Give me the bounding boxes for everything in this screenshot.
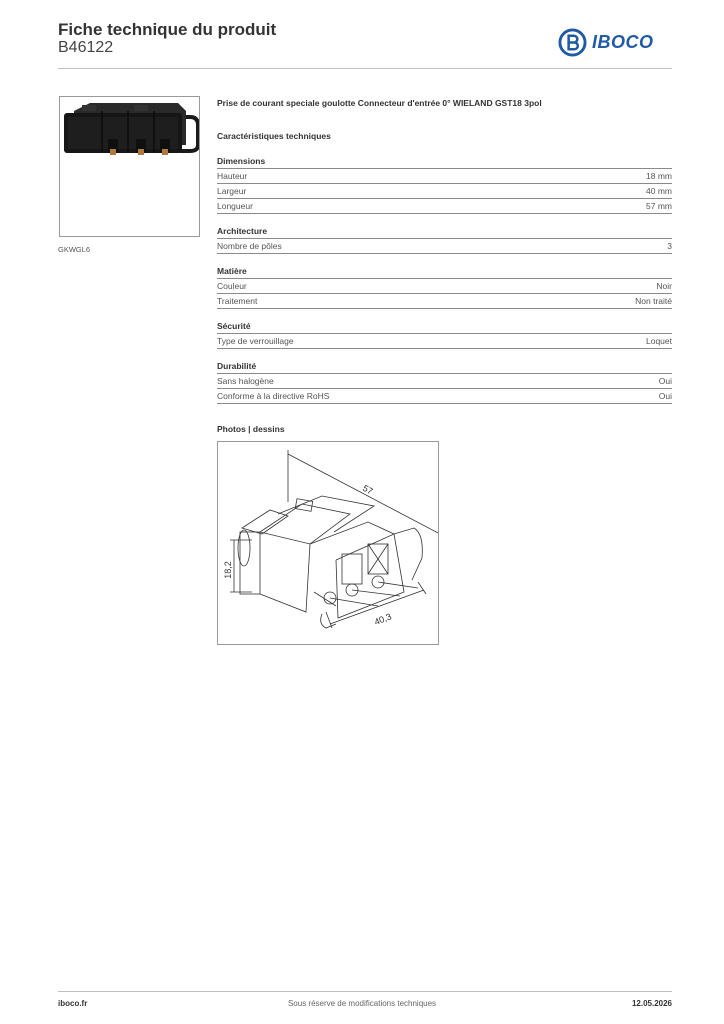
- spec-value: Oui: [658, 391, 672, 401]
- spec-label: Traitement: [217, 296, 258, 306]
- spec-value: 40 mm: [646, 186, 672, 196]
- spec-label: Largeur: [217, 186, 247, 196]
- footer-notice: Sous réserve de modifications techniques: [287, 999, 437, 1008]
- spec-label: Sans halogène: [217, 376, 274, 386]
- spec-row: [217, 169, 672, 184]
- spec-content: [217, 96, 672, 645]
- connector-drawing-image: [218, 442, 438, 644]
- section-dimensions: [217, 155, 672, 214]
- spec-value: Oui: [658, 376, 672, 386]
- brand-logo: [558, 28, 654, 57]
- photo-caption: GKWGL6: [58, 245, 91, 254]
- spec-value: 57 mm: [646, 201, 672, 211]
- footer-divider: [58, 991, 672, 992]
- page-title: Fiche technique du produit: [58, 20, 277, 39]
- section-title: Matière: [217, 265, 672, 279]
- spec-value: Noir: [656, 281, 672, 291]
- product-photo: [59, 96, 200, 237]
- connector-photo-image: [60, 97, 199, 236]
- footer-date: 12.05.2026: [631, 999, 672, 1008]
- characteristics-title: Caractéristiques techniques: [217, 131, 331, 141]
- spec-value: Non traité: [635, 296, 672, 306]
- product-description: Prise de courant speciale goulotte Connecteur d'entrée 0° WIELAND GST18 3pol: [217, 98, 542, 108]
- spec-row: [217, 389, 672, 404]
- section-material: [217, 265, 672, 309]
- spec-label: Conforme à la directive RoHS: [217, 391, 330, 401]
- section-architecture: [217, 225, 672, 254]
- section-durability: [217, 360, 672, 404]
- spec-label: Type de verrouillage: [217, 336, 294, 346]
- section-security: [217, 320, 672, 349]
- technical-drawing: [217, 441, 439, 645]
- spec-value: 3: [667, 241, 672, 251]
- spec-row: [217, 334, 672, 349]
- spec-label: Longueur: [217, 201, 253, 211]
- spec-label: Hauteur: [217, 171, 248, 181]
- section-title: Durabilité: [217, 360, 672, 374]
- spec-row: [217, 184, 672, 199]
- dimension-width-label: 40,3: [372, 611, 393, 628]
- spec-label: Couleur: [217, 281, 247, 291]
- spec-row: [217, 294, 672, 309]
- section-title: Dimensions: [217, 155, 672, 169]
- section-title: Architecture: [217, 225, 672, 239]
- logo-text: IBOCO: [592, 32, 654, 52]
- article-number: B46122: [58, 39, 114, 56]
- spec-value: 18 mm: [646, 171, 672, 181]
- iboco-logo-icon: [558, 28, 587, 57]
- header-divider: [58, 68, 672, 69]
- dimension-height-label: 18,2: [223, 561, 233, 579]
- spec-row: [217, 279, 672, 294]
- section-title: Sécurité: [217, 320, 672, 334]
- spec-row: [217, 239, 672, 254]
- spec-label: Nombre de pôles: [217, 241, 282, 251]
- footer-website: iboco.fr: [58, 999, 88, 1008]
- photos-title: Photos | dessins: [217, 424, 285, 434]
- spec-row: [217, 199, 672, 214]
- dimension-length-label: 57: [361, 482, 375, 497]
- spec-row: [217, 374, 672, 389]
- spec-value: Loquet: [646, 336, 672, 346]
